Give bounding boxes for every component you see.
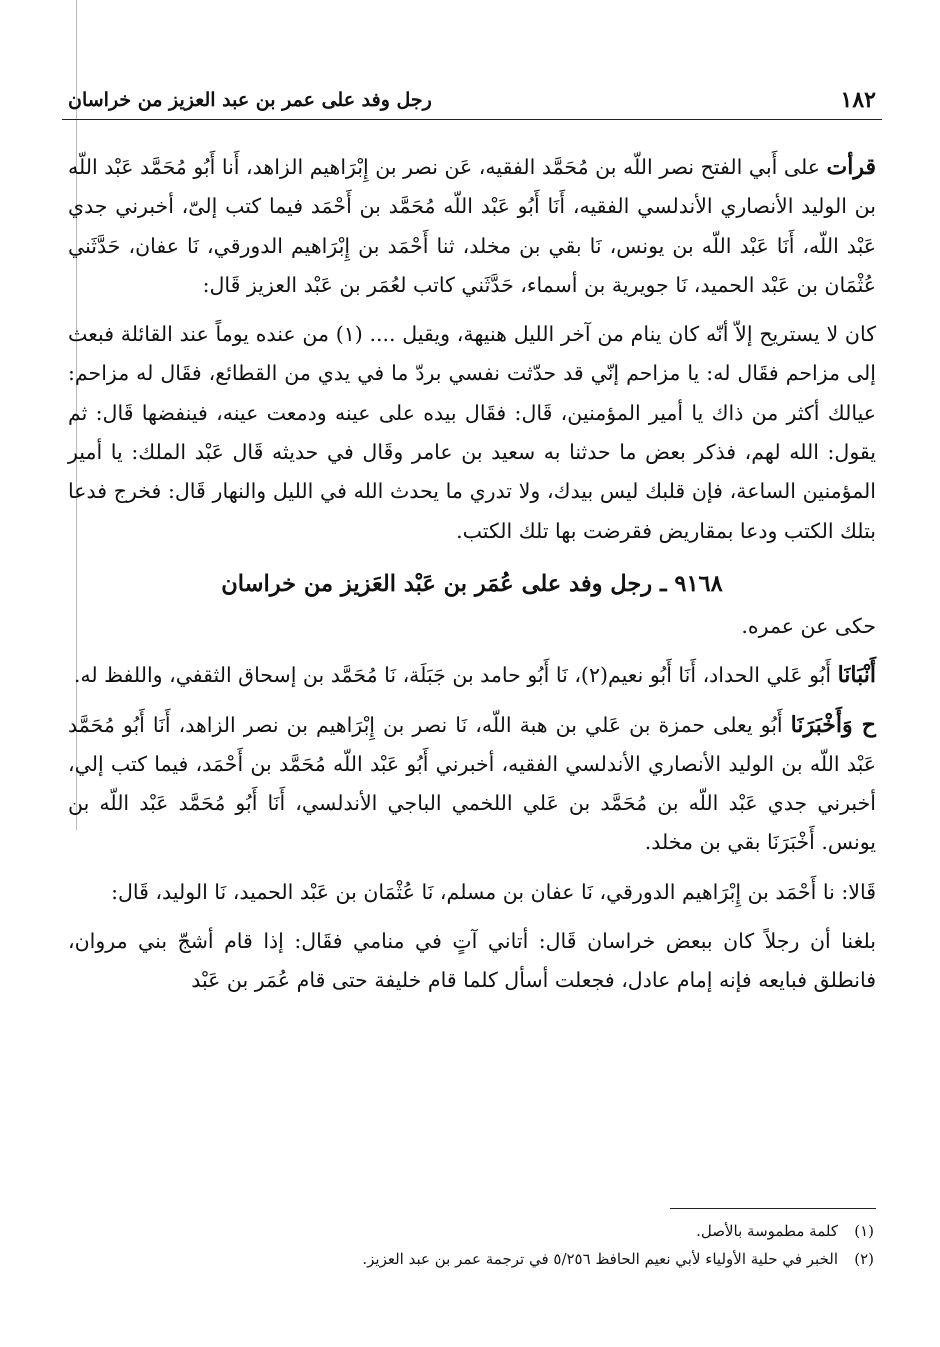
footnote-number: (١) (854, 1222, 874, 1240)
page-header (62, 84, 882, 120)
footnote-divider (670, 1208, 876, 1209)
paragraph-isnad-1 (68, 656, 876, 695)
paragraph-text: كان لا يستريح إلاّ أنّه كان ينام من آخر الليل هنيهة، ويقيل .... (١) من عنده يوماً عند القائلة فبعث إلى مزاحم فقَال له: يا مزاحم إنّي قد حدّثت نفسي بردّ ما في يدي من القطائع، فقَال له مزاحم: عيالك أكثر من ذاك يا أمير المؤمنين، قَال: فقَال بيده على عينه ودمعت عينه، فينفضها قَال: ثم يقول: الله لهم، فذكر بعض ما حدثنا به سعيد بن عامر وقَال في حديثه قَال عَبْد الملك: يا أمير المؤمنين الساعة، فإن قلبك ليس بيدك، ولا تدري ما يحدث الله في الليل والنهار قَال: فخرج فدعا بتلك الكتب ودعا بمقاريض فقرضت بها تلك الكتب. (68, 322, 876, 543)
paragraph-lead-word: ح وَأَخْبَرَنَا (790, 711, 876, 738)
footnotes (70, 1217, 874, 1273)
page-number: ١٨٢ (840, 86, 876, 113)
footnote-text: الخبر في حلية الأولياء لأبي نعيم الحافظ ٥/٢٥٦ في ترجمة عمر بن عبد العزيز. (362, 1250, 838, 1268)
paragraph-text: أَبُو يعلى حمزة بن عَلي بن هبة اللّه، نَا نصر بن إِبْرَاهيم بن نصر الزاهد، أَنَا أَبُو مُحَمَّد عَبْد اللّه بن الوليد الأنصاري الأندلسي الفقيه، أخبرني أَبُو عَبْد اللّه مُحَمَّد بن أَحْمَد، فيما كتب إلي، أخبرني جدي عَبْد اللّه بن مُحَمَّد بن عَلي اللخمي الباجي الأندلسي، أَنَا أَبُو مُحَمَّد عَبْد اللّه بن يونس. أَخْبَرَنَا بقي بن مخلد. (68, 712, 876, 855)
paragraph-text: قَالا: نا أَحْمَد بن إِبْرَاهيم الدورقي، نَا عفان بن مسلم، نَا عُثْمَان بن عَبْد الحميد، نَا الوليد، قَال: (111, 879, 876, 904)
paragraph-chain-of-transmission (68, 148, 876, 305)
footnote-item (70, 1217, 874, 1245)
paragraph-isnad-3 (68, 873, 876, 912)
paragraph-intro (68, 607, 876, 646)
page-body (68, 148, 876, 1001)
section-heading: ٩١٦٨ ـ رجل وفد على عُمَر بن عَبْد العَزيز من خراسان (221, 570, 723, 597)
footnote-number: (٢) (854, 1250, 874, 1268)
footnote-item (70, 1245, 874, 1273)
footnote-text: كلمة مطموسة بالأصل. (696, 1222, 838, 1240)
paragraph-text: حكى عن عمره. (741, 613, 876, 638)
paragraph-isnad-2 (68, 706, 876, 863)
paragraph-text: بلغنا أن رجلاً كان ببعض خراسان قَال: أتاني آتٍ في منامي فقَال: إذا قام أشجّ بني مروان، فانطلق فبايعه فإنه إمام عادل، فجعلت أسأل كلما قام خليفة حتى قام عُمَر بن عَبْد (68, 929, 876, 993)
paragraph-lead-word: قرأت (826, 154, 876, 180)
paragraph-text: على أَبي الفتح نصر اللّه بن مُحَمَّد الفقيه، عَن نصر بن إِبْرَاهيم الزاهد، أَنا أَبُو مُحَمَّد عَبْد اللّه بن الوليد الأنصاري الأندلسي الفقيه، أَنَا أَبُو عَبْد اللّه مُحَمَّد بن أَحْمَد فيما كتب إلىّ، أخبرني جدي عَبْد اللّه، أَنَا عَبْد اللّه بن يونس، نَا بقي بن مخلد، ثنا أَحْمَد بن إِبْرَاهيم الدورقي، نَا عفان، حَدَّثَني عُثْمَان بن عَبْد الحميد، نَا جويرية بن أسماء، حَدَّثَني كاتب لعُمَر بن عَبْد العزيز قَال: (68, 155, 876, 297)
running-title: رجل وفد على عمر بن عبد العزيز من خراسان (68, 88, 432, 111)
paragraph-text: أَبُو عَلي الحداد، أَنَا أَبُو نعيم(٢)، نَا أَبُو حامد بن جَبَلَة، نَا مُحَمَّد بن إسحاق الثقفي، واللفظ له. (73, 663, 838, 688)
paragraph-narrative (68, 315, 876, 551)
paragraph-lead-word: أَنْبَانَا (837, 662, 876, 689)
paragraph-story (68, 922, 876, 1001)
